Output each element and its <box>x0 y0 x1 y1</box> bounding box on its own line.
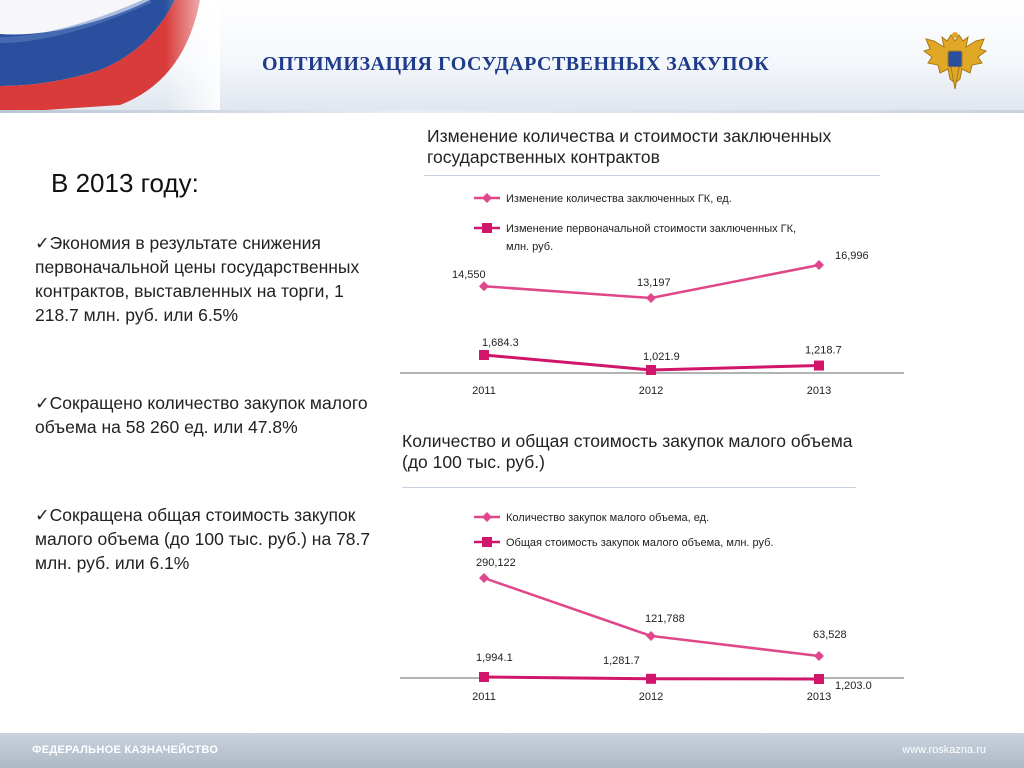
chart2-tick-label: 2013 <box>806 691 832 703</box>
chart2-series2-data-label: 1,994.1 <box>476 652 513 664</box>
chart1-series2-point <box>479 350 489 360</box>
chart1-series1-point <box>814 260 824 270</box>
chart1-series2-data-label: 1,218.7 <box>805 344 842 357</box>
chart1-series1-data-label: 16,996 <box>835 250 869 262</box>
chart1-series2-point <box>646 365 656 375</box>
chart2-series1-data-label: 63,528 <box>813 629 847 641</box>
page-title: ОПТИМИЗАЦИЯ ГОСУДАРСТВЕННЫХ ЗАКУПОК <box>262 53 770 75</box>
chart2-tick-label: 2012 <box>638 691 664 703</box>
chart1-series1-data-label: 14,550 <box>452 269 486 282</box>
chart2-legend2-marker <box>482 537 492 547</box>
chart1-legend1-marker <box>482 193 492 203</box>
chart2-series2-point <box>646 674 656 684</box>
year-heading: В 2013 году: <box>51 168 199 198</box>
chart1-tick-label: 2011 <box>472 385 496 397</box>
chart1-legend2-label: Изменение первоначальной стоимости заключенных ГК, млн. руб. <box>506 223 797 253</box>
chart1-legend2-marker <box>482 223 492 233</box>
chart1-tick-label: 2013 <box>806 385 832 397</box>
chart2-legend1-label: Количество закупок малого объема, ед. <box>506 512 710 524</box>
chart2-legend1-marker <box>482 512 492 522</box>
chart2-title: Количество и общая стоимость закупок малого объема (до 100 тыс. руб.) <box>402 431 853 472</box>
footer-website-link[interactable]: www.roskazna.ru <box>902 744 986 756</box>
chart2-series2-point <box>479 672 489 682</box>
chart2-series1-point <box>814 651 824 661</box>
bullet-small-purchases-count: ✓Сокращено количество закупок малого объема на 58 260 ед. или 47.8% <box>35 393 368 437</box>
chart2-series2-data-label: 1,281.7 <box>603 654 640 667</box>
chart1-series2-point <box>814 361 824 371</box>
chart1-tick-label: 2012 <box>638 385 664 397</box>
chart2-series2-point <box>814 674 824 684</box>
chart1-series2-data-label: 1,684.3 <box>482 337 519 349</box>
chart2-legend2-label: Общая стоимость закупок малого объема, млн. руб. <box>506 537 774 549</box>
footer-organization: ФЕДЕРАЛЬНОЕ КАЗНАЧЕЙСТВО <box>32 744 219 756</box>
chart1-series1-data-label: 13,197 <box>637 277 671 289</box>
chart2-tick-label: 2011 <box>472 691 496 703</box>
bullet-small-purchases-cost: ✓Сокращена общая стоимость закупок малого объема (до 100 тыс. руб.) на 78.7 млн. руб. или 6.1% <box>35 505 371 573</box>
chart1-series1-point <box>479 281 489 291</box>
chart2-series1-data-label: 121,788 <box>645 612 685 625</box>
chart2-series1-point <box>646 631 656 641</box>
chart1-series2-data-label: 1,021.9 <box>643 351 680 363</box>
chart1-series1-point <box>646 293 656 303</box>
chart1-title: Изменение количества и стоимости заключенных государственных контрактов <box>427 126 832 167</box>
bullet-savings-price: ✓Экономия в результате снижения первоначальной цены государственных контрактов, выставленных на торги, 1 218.7 млн. руб. или 6.5% <box>35 233 360 325</box>
chart2-series1-data-label: 290,122 <box>476 557 516 569</box>
chart2-series2-data-label: 1,203.0 <box>835 680 872 692</box>
chart2-series1-point <box>479 573 489 583</box>
chart1-legend1-label: Изменение количества заключенных ГК, ед. <box>506 193 732 205</box>
